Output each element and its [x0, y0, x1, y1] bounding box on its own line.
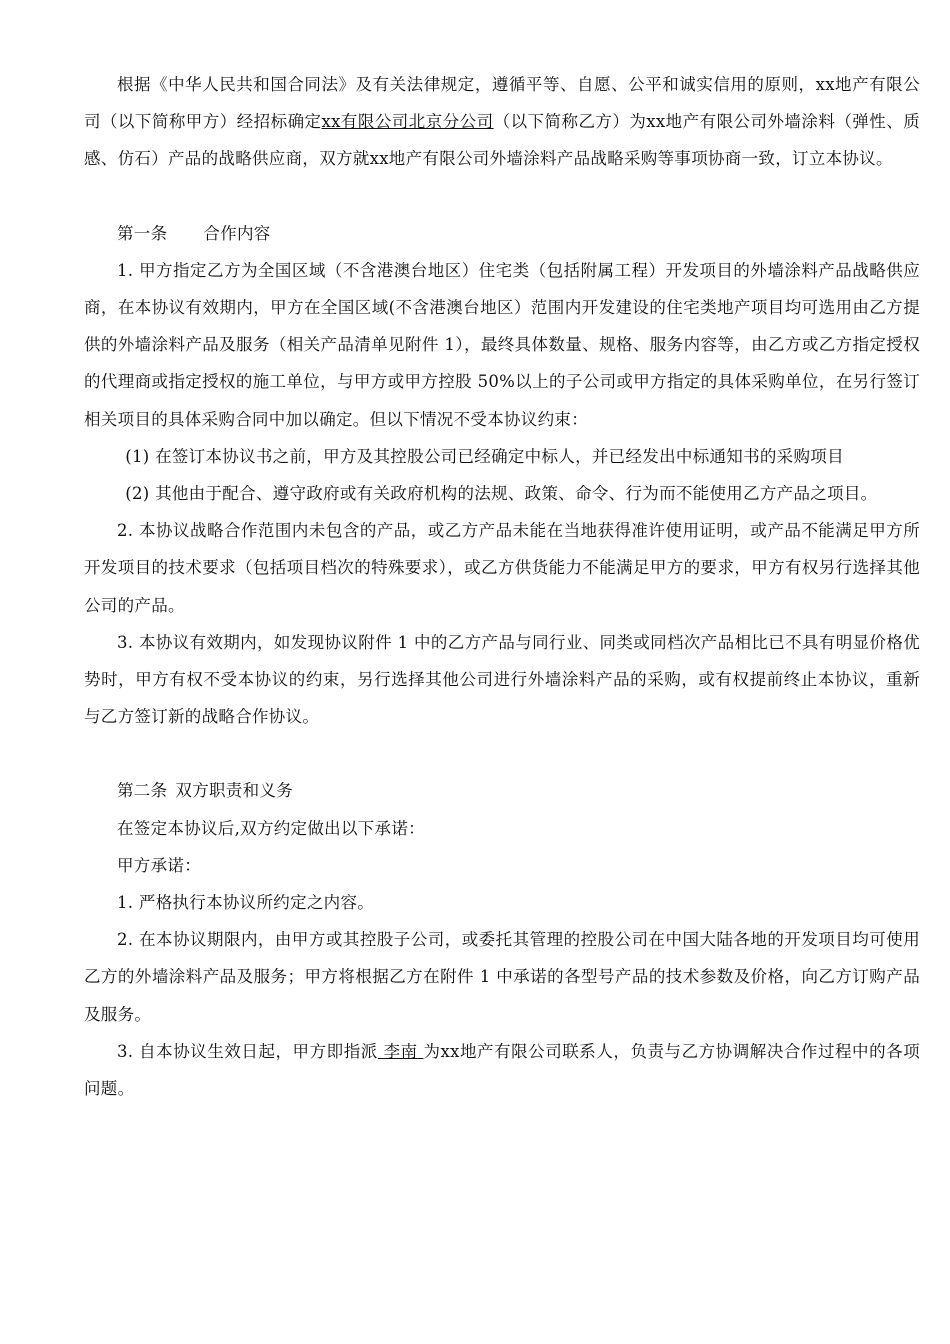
article1-clause-2: 2. 本协议战略合作范围内未包含的产品，或乙方产品未能在当地获得准许使用证明，或产品不能满足甲方所开发项目的技术要求（包括项目档次的特殊要求），或乙方供货能力不能满足甲方的要求，甲方有权另行选择其他公司的产品。 — [84, 521, 920, 615]
commitment-3-text-1: 3. 自本协议生效日起，甲方即指派 — [117, 1041, 378, 1061]
article2-title: 双方职责和义务 — [175, 781, 294, 801]
document-page — [84, 66, 920, 1107]
article1-subclause-2: (2) 其他由于配合、遵守政府或有关政府机构的法规、政策、命令、行为而不能使用乙方产品之项目。 — [125, 484, 878, 504]
article2-number: 第二条 — [117, 781, 168, 801]
article1-heading — [84, 215, 920, 252]
article1-title: 合作内容 — [203, 223, 271, 243]
commitment-3-text-2: 为xx地产有限公司联系人，负责与乙方协调解决合作过程中的各项问题。 — [84, 1041, 920, 1099]
article1-clause-1: 1. 甲方指定乙方为全国区域（不含港澳台地区）住宅类（包括附属工程）开发项目的外墙涂料产品战略供应商，在本协议有效期内，甲方在全国区域(不含港澳台地区）范围内开发建设的住宅类地产项目均可选用由乙方提供的外墙涂料产品及服务（相关产品清单见附件 1），最终具体数量、规格、服务内容等，由乙方或乙方指定授权的代理商或指定授权的施工单位，与甲方或甲方控股 50%以上的子公司或甲方指定的具体采购单位，在另行签订相关项目的具体采购合同中加以确定。但以下情况不受本协议约束： — [84, 260, 920, 429]
contact-name: 李南 — [383, 1041, 418, 1061]
article2-heading — [84, 772, 920, 809]
article2-commitment-1: 1. 严格执行本协议所约定之内容。 — [117, 893, 375, 913]
spacer — [84, 178, 920, 215]
party-a-commitments-label: 甲方承诺： — [117, 855, 201, 875]
article1-subclause-1: (1) 在签订本协议书之前，甲方及其控股公司已经确定中标人，并已经发出中标通知书的采购项目 — [125, 446, 844, 466]
article1-clause-3: 3. 本协议有效期内，如发现协议附件 1 中的乙方产品与同行业、同类或同档次产品相比已不具有明显价格优势时，甲方有权不受本协议的约束，另行选择其他公司进行外墙涂料产品的采购，或有权提前终止本协议，重新与乙方签订新的战略合作协议。 — [84, 632, 920, 727]
article2-intro: 在签定本协议后,双方约定做出以下承诺： — [117, 818, 425, 838]
intro-text-2: （以下简称乙方）为xx地产有限公司外墙涂料（弹性、质感、仿石）产品的战略供应商，双方就xx地产有限公司外墙涂料产品战略采购等事项协商一致，订立本协议。 — [84, 112, 920, 169]
article1-number: 第一条 — [117, 223, 168, 243]
intro-paragraph — [84, 66, 920, 178]
article2-commitment-3 — [84, 1033, 920, 1107]
spacer — [84, 735, 920, 772]
party-b-name: xx有限公司北京分公司 — [321, 112, 494, 132]
article2-commitment-2: 2. 在本协议期限内，由甲方或其控股子公司，或委托其管理的控股公司在中国大陆各地的开发项目均可使用乙方的外墙涂料产品及服务；甲方将根据乙方在附件 1 中承诺的各型号产品的技术参数及价格，向乙方订购产品及服务。 — [84, 930, 920, 1024]
intro-text-1: 根据《中华人民共和国合同法》及有关法律规定，遵循平等、自愿、公平和诚实信用的原则，xx地产有限公司（以下简称甲方）经招标确定 — [84, 75, 920, 132]
